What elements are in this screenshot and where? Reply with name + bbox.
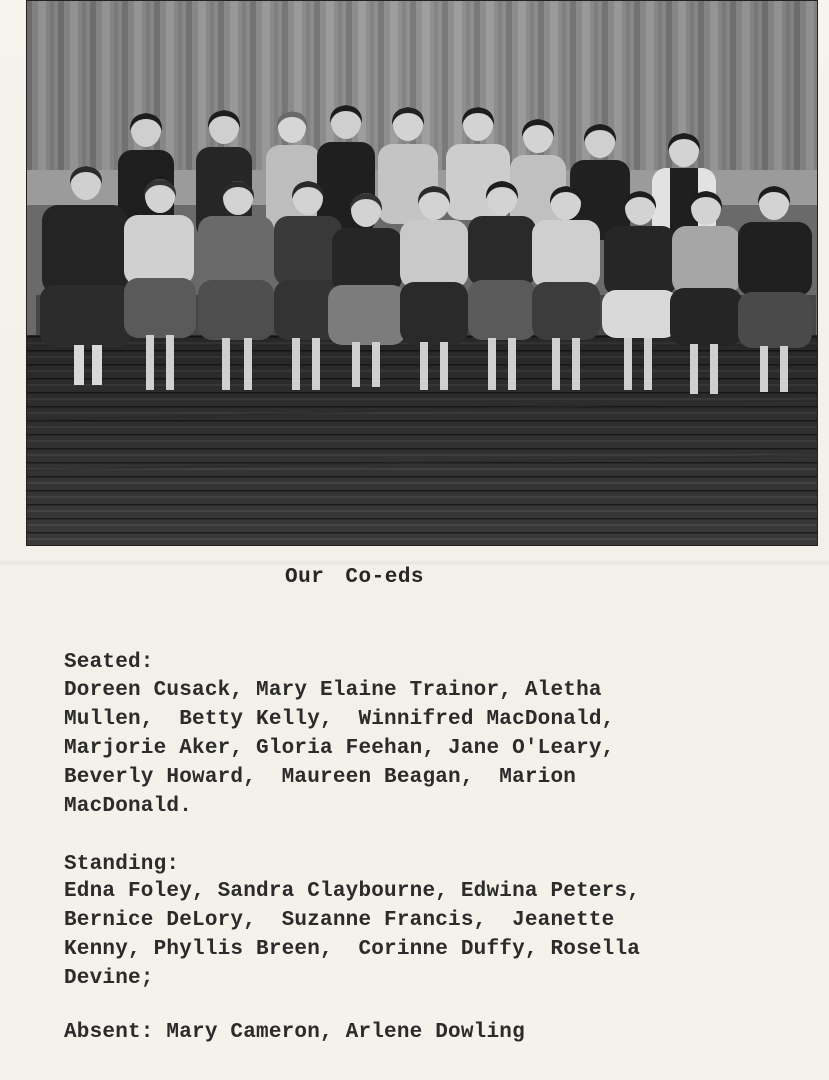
seated-names: Doreen Cusack, Mary Elaine Trainor, Aletha Mullen, Betty Kelly, Winnifred MacDonald, Marjorie Aker, Gloria Feehan, Jane O'Leary, Beverly Howard, Maureen Beagan, Marion MacDonald. — [64, 679, 615, 818]
standing-label: Standing: — [64, 853, 180, 876]
seated-label: Seated: — [64, 651, 154, 674]
standing-names: Edna Foley, Sandra Claybourne, Edwina Peters, Bernice DeLory, Suzanne Francis, Jeanette Kenny, Phyllis Breen, Corinne Duffy, Rosella Devine; — [64, 880, 641, 990]
group-photo — [26, 0, 818, 546]
absent-names: Absent: Mary Cameron, Arlene Dowling — [64, 1021, 525, 1044]
group-photo-drawing — [26, 0, 818, 546]
photo-caption: Our Co-eds — [285, 566, 425, 589]
